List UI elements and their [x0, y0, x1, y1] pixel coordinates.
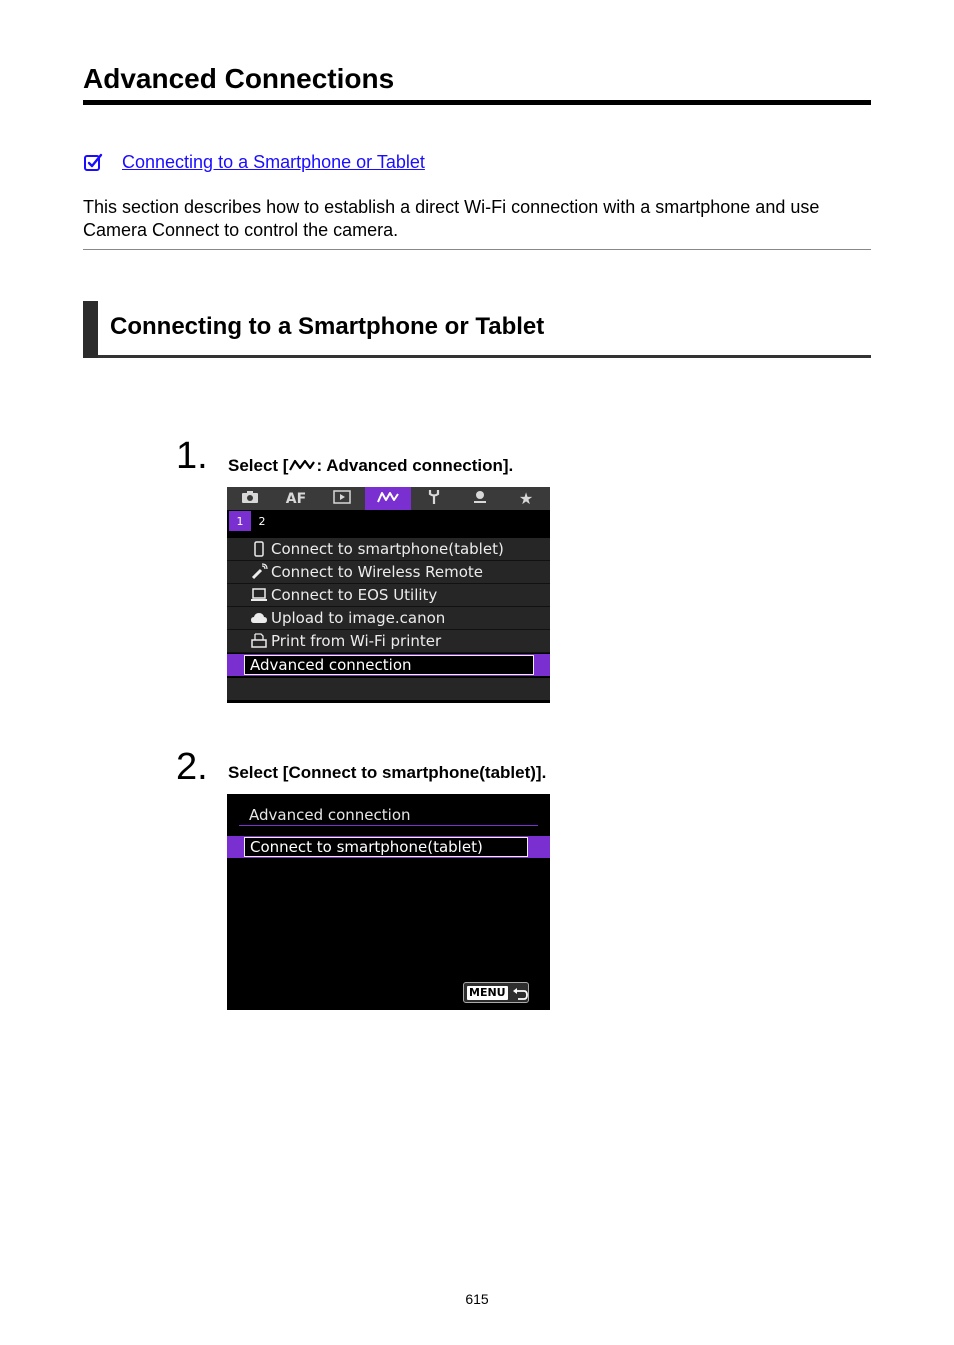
- intro-paragraph: This section describes how to establish a direct Wi-Fi connection with a smartphone and use Camera Connect to control the camera.: [83, 196, 871, 250]
- menu-item-label: Print from Wi-Fi printer: [271, 632, 442, 650]
- menu-item-eos-utility[interactable]: [227, 584, 550, 607]
- tab-my-menu[interactable]: [503, 487, 549, 510]
- menu-item-advanced-connection[interactable]: [227, 654, 550, 676]
- section-bar: [83, 301, 98, 358]
- subtab-2[interactable]: 2: [258, 514, 266, 528]
- menu-tab-bar: [227, 487, 550, 510]
- custom-functions-icon: [472, 489, 488, 509]
- step-1-suffix: : Advanced connection].: [316, 456, 514, 475]
- menu-back-button[interactable]: [463, 982, 529, 1003]
- tab-setup[interactable]: [411, 487, 457, 510]
- smartphone-icon: [250, 540, 268, 558]
- step-1-prefix: Select [: [228, 456, 289, 475]
- return-arrow-icon: [512, 986, 528, 1000]
- tab-playback[interactable]: [319, 487, 365, 510]
- camera-menu-screen-2: [227, 794, 550, 1010]
- screen-title: Advanced connection: [249, 806, 411, 824]
- page-title: Advanced Connections: [83, 62, 871, 105]
- wireless-icon: [376, 490, 400, 508]
- wrench-icon: [427, 489, 441, 509]
- step-1-text: [228, 455, 513, 477]
- camera-icon: [241, 490, 259, 508]
- title-divider: [239, 825, 538, 826]
- step-2-number: 2.: [176, 746, 208, 788]
- tab-shooting[interactable]: [227, 487, 273, 510]
- cloud-icon: [250, 609, 268, 627]
- step-1-number: 1.: [176, 435, 208, 477]
- tab-wireless[interactable]: [365, 487, 411, 510]
- tab-custom[interactable]: [457, 487, 503, 510]
- tab-af[interactable]: [273, 487, 319, 510]
- toc-entry: [83, 150, 425, 174]
- menu-empty-row: [227, 678, 550, 700]
- playback-icon: [333, 490, 351, 508]
- menu-item-label: Connect to Wireless Remote: [271, 563, 484, 581]
- menu-item-label: Connect to smartphone(tablet): [271, 540, 504, 558]
- selected-item-label: Connect to smartphone(tablet): [244, 837, 528, 857]
- page-number: 615: [465, 1291, 489, 1307]
- menu-button-label: MENU: [469, 985, 506, 999]
- camera-menu-screen-1: [227, 487, 550, 703]
- wireless-remote-icon: [250, 563, 268, 581]
- star-icon: ★: [518, 489, 534, 508]
- menu-item-label: Upload to image.canon: [271, 609, 446, 627]
- section-heading: [83, 301, 871, 358]
- toc-link-smartphone[interactable]: Connecting to a Smartphone or Tablet: [122, 151, 425, 172]
- wireless-icon: [288, 456, 316, 470]
- menu-subtabs: [227, 510, 273, 532]
- tab-af-label: AF: [285, 490, 307, 507]
- computer-icon: [250, 586, 268, 604]
- menu-item-connect-smartphone[interactable]: [227, 836, 550, 858]
- section-title: Connecting to a Smartphone or Tablet: [110, 313, 545, 340]
- selected-item-label: Advanced connection: [244, 655, 534, 675]
- menu-item-upload[interactable]: [227, 607, 550, 630]
- subtab-1[interactable]: 1: [229, 511, 251, 531]
- menu-item-printer[interactable]: [227, 630, 550, 653]
- menu-item-label: Connect to EOS Utility: [271, 586, 438, 604]
- checkbox-link-icon: [83, 152, 103, 172]
- menu-item-smartphone[interactable]: [227, 538, 550, 561]
- step-2-text: Select [Connect to smartphone(tablet)].: [228, 763, 547, 782]
- printer-icon: [250, 632, 268, 650]
- menu-item-wireless-remote[interactable]: [227, 561, 550, 584]
